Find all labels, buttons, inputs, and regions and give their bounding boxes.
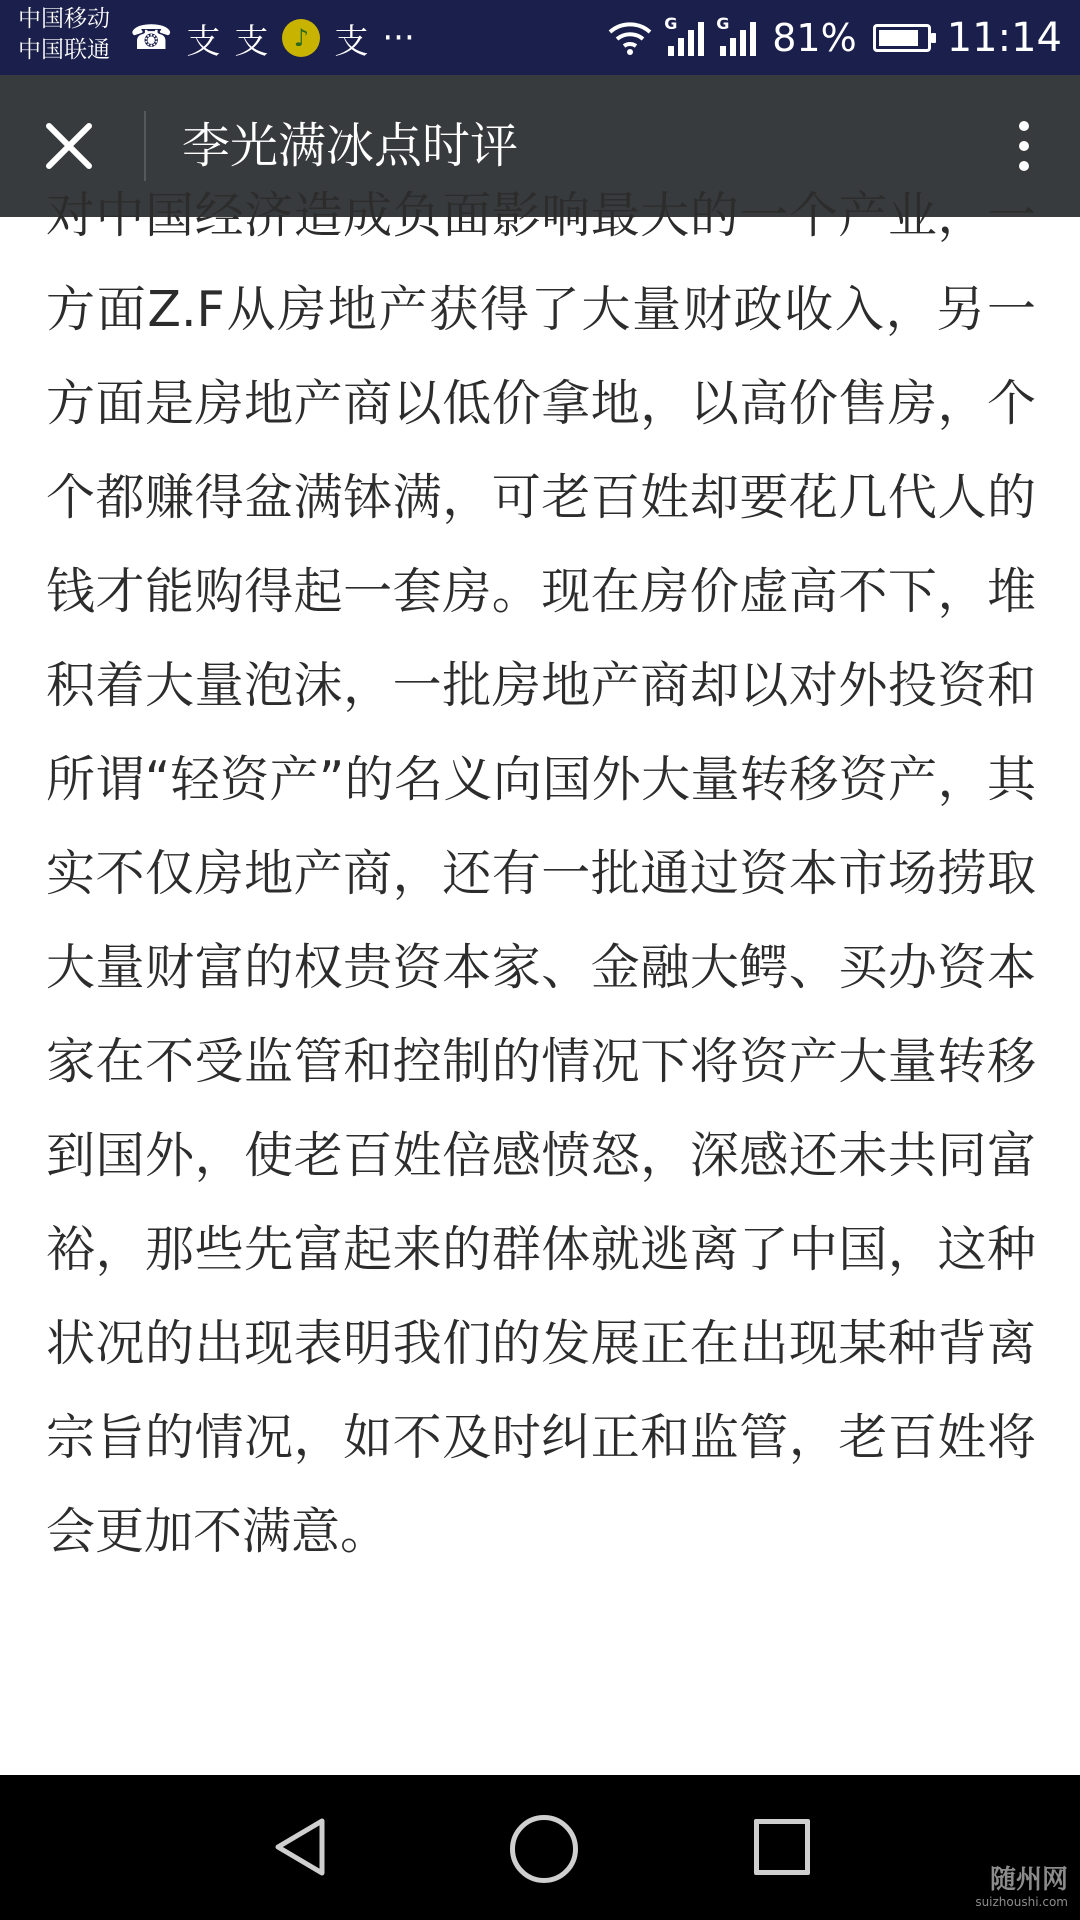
- network-type-1: G: [664, 14, 678, 33]
- clock: 11:14: [946, 15, 1062, 61]
- back-triangle-icon[interactable]: [270, 1815, 330, 1879]
- more-vertical-icon: [1019, 141, 1029, 151]
- battery-level-fill: [879, 30, 918, 46]
- missed-call-icon: ☎: [130, 18, 173, 58]
- carrier-labels: [18, 4, 110, 66]
- signal-1-icon: [664, 14, 704, 56]
- status-indicators: [608, 10, 1062, 66]
- page-title: 李光满冰点时评: [182, 118, 519, 174]
- watermark-url: suizhoushi.com: [975, 1895, 1068, 1909]
- carrier-2-label: 中国联通: [18, 37, 110, 63]
- more-dots-icon: ···: [382, 18, 415, 58]
- notification-icons: [130, 14, 415, 62]
- battery-icon: [873, 24, 931, 52]
- battery-percent: 81%: [772, 16, 857, 60]
- alipay-icon: 支: [334, 21, 369, 62]
- navigation-bar: [0, 1775, 1080, 1920]
- status-bar: [0, 0, 1080, 75]
- recents-square-icon[interactable]: [754, 1819, 810, 1875]
- watermark: [975, 1865, 1068, 1909]
- more-vertical-icon: [1019, 121, 1029, 131]
- article-paragraph: 对中国经济造成负面影响最大的一个产业，一方面Z.F从房地产获得了大量财政收入，另一方面是房地产商以低价拿地，以高价售房，个个都赚得盆满钵满，可老百姓却要花几代人的钱才能购得起一套房。现在房价虚高不下，堆积着大量泡沫，一批房地产商却以对外投资和所谓“轻资产”的名义向国外大量转移资产，其实不仅房地产商，还有一批通过资本市场捞取大量财富的权贵资本家、金融大鳄、买办资本家在不受监管和控制的情况下将资产大量转移到国外，使老百姓倍感愤怒，深感还未共同富裕，那些先富起来的群体就逃离了中国，这种状况的出现表明我们的发展正在出现某种背离宗旨的情况，如不及时纠正和监管，老百姓将会更加不满意。: [46, 187, 1036, 1560]
- network-type-2: G: [716, 14, 730, 33]
- alipay-icon: 支: [234, 21, 269, 62]
- carrier-1-label: 中国移动: [18, 6, 110, 32]
- wifi-icon: [608, 20, 652, 56]
- close-icon: [45, 122, 93, 170]
- alipay-icon: 支: [186, 21, 221, 62]
- watermark-text: 随州网: [989, 1865, 1068, 1895]
- article-content[interactable]: [0, 187, 1080, 1775]
- home-circle-icon[interactable]: [510, 1815, 578, 1883]
- music-icon: ♪: [282, 19, 320, 57]
- signal-2-icon: [716, 14, 756, 56]
